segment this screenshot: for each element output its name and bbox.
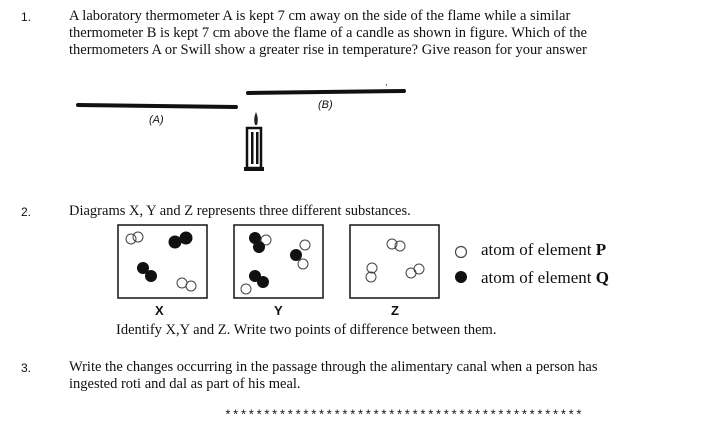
question-2-number: 2.: [21, 205, 32, 219]
thermometer-a: [78, 105, 236, 107]
legend-q-element: Q: [595, 268, 609, 287]
legend-q-text: atom of element: [481, 268, 596, 287]
legend-p-element: P: [595, 240, 607, 259]
question-1-number: 1.: [21, 10, 32, 24]
question-2-question: [116, 322, 496, 339]
label-thermometer-a: (A): [149, 114, 164, 126]
footer-stars: **********************************************: [224, 408, 583, 423]
question-1-text: [69, 8, 587, 59]
question-1-line-1: A laboratory thermometer A is kept 7 cm away on the side of the flame while a similar: [69, 8, 571, 24]
question-3-line-2: ingested roti and dal as part of his meal.: [69, 376, 301, 392]
question-2-intro: [69, 203, 411, 220]
question-3-number: 3.: [21, 361, 32, 375]
thermometer-b: [248, 91, 404, 93]
open-circle-icon: [456, 247, 467, 258]
filled-circle-icon: [455, 271, 467, 283]
diagram-x: [117, 224, 209, 300]
thermometer-candle-figure: [70, 82, 420, 177]
legend-p-text: atom of element: [481, 240, 596, 259]
diagram-z-label: Z: [391, 303, 399, 318]
legend-item-p: [481, 236, 609, 264]
legend-symbols: [452, 240, 474, 290]
question-3-text: [69, 359, 597, 393]
question-1-line-2: thermometer B is kept 7 cm above the flame of a candle as shown in figure. Which of the: [69, 25, 587, 41]
diagram-x-label: X: [155, 303, 164, 318]
candle-icon: [244, 112, 264, 171]
question-2-intro-text: Diagrams X, Y and Z represents three different substances.: [69, 203, 411, 219]
legend-item-q: [481, 264, 609, 292]
question-1-line-3: thermometers A or Swill show a greater rise in temperature? Give reason for your answer: [69, 42, 587, 58]
legend: [481, 236, 609, 292]
question-3-line-1: Write the changes occurring in the passage through the alimentary canal when a person has: [69, 359, 598, 375]
label-thermometer-b: (B): [318, 99, 333, 111]
diagram-y-label: Y: [274, 303, 283, 318]
diagram-z: [349, 224, 441, 300]
diagram-y: [233, 224, 325, 300]
question-2-question-text: Identify X,Y and Z. Write two points of difference between them.: [116, 322, 497, 338]
